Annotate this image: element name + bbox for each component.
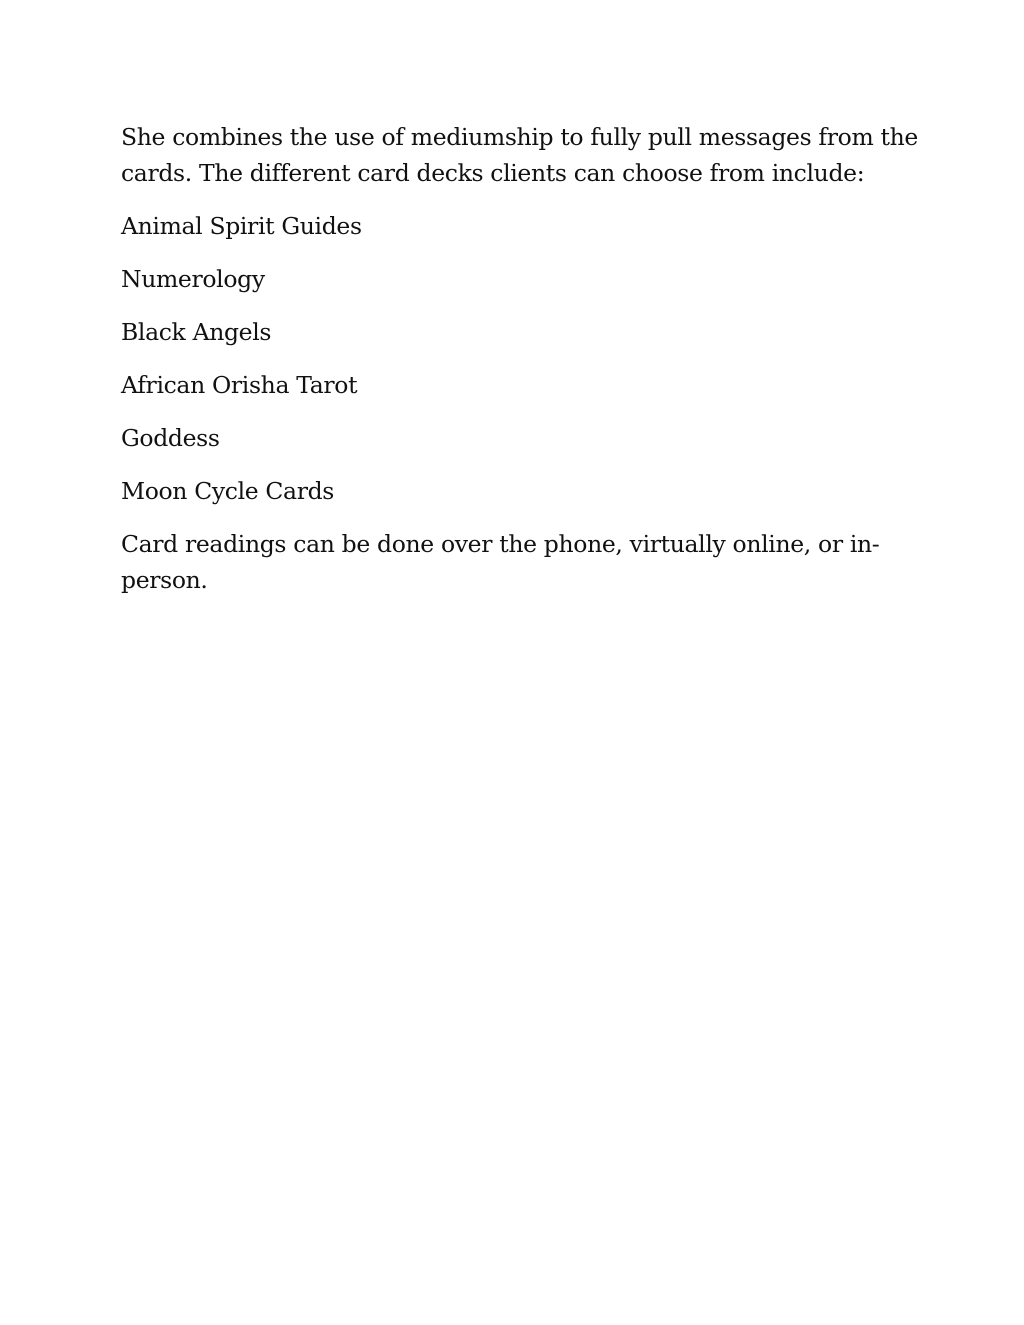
closing-line-2: person. (121, 566, 208, 594)
closing-line-1: Card readings can be done over the phone, virtually online, or in- (121, 530, 880, 558)
deck-item-numerology: Numerology (121, 265, 265, 293)
intro-line-1: She combines the use of mediumship to fully pull messages from the (121, 123, 918, 151)
deck-item-goddess: Goddess (121, 424, 220, 452)
deck-item-animal-spirit-guides: Animal Spirit Guides (121, 212, 362, 240)
intro-paragraph (121, 119, 921, 191)
intro-line-2: cards. The different card decks clients can choose from include: (121, 159, 865, 187)
deck-item-african-orisha-tarot: African Orisha Tarot (121, 371, 358, 399)
card-deck-list (121, 208, 921, 509)
deck-item-black-angels: Black Angels (121, 318, 272, 346)
document-body (121, 119, 921, 598)
closing-paragraph (121, 526, 921, 598)
deck-item-moon-cycle-cards: Moon Cycle Cards (121, 477, 335, 505)
